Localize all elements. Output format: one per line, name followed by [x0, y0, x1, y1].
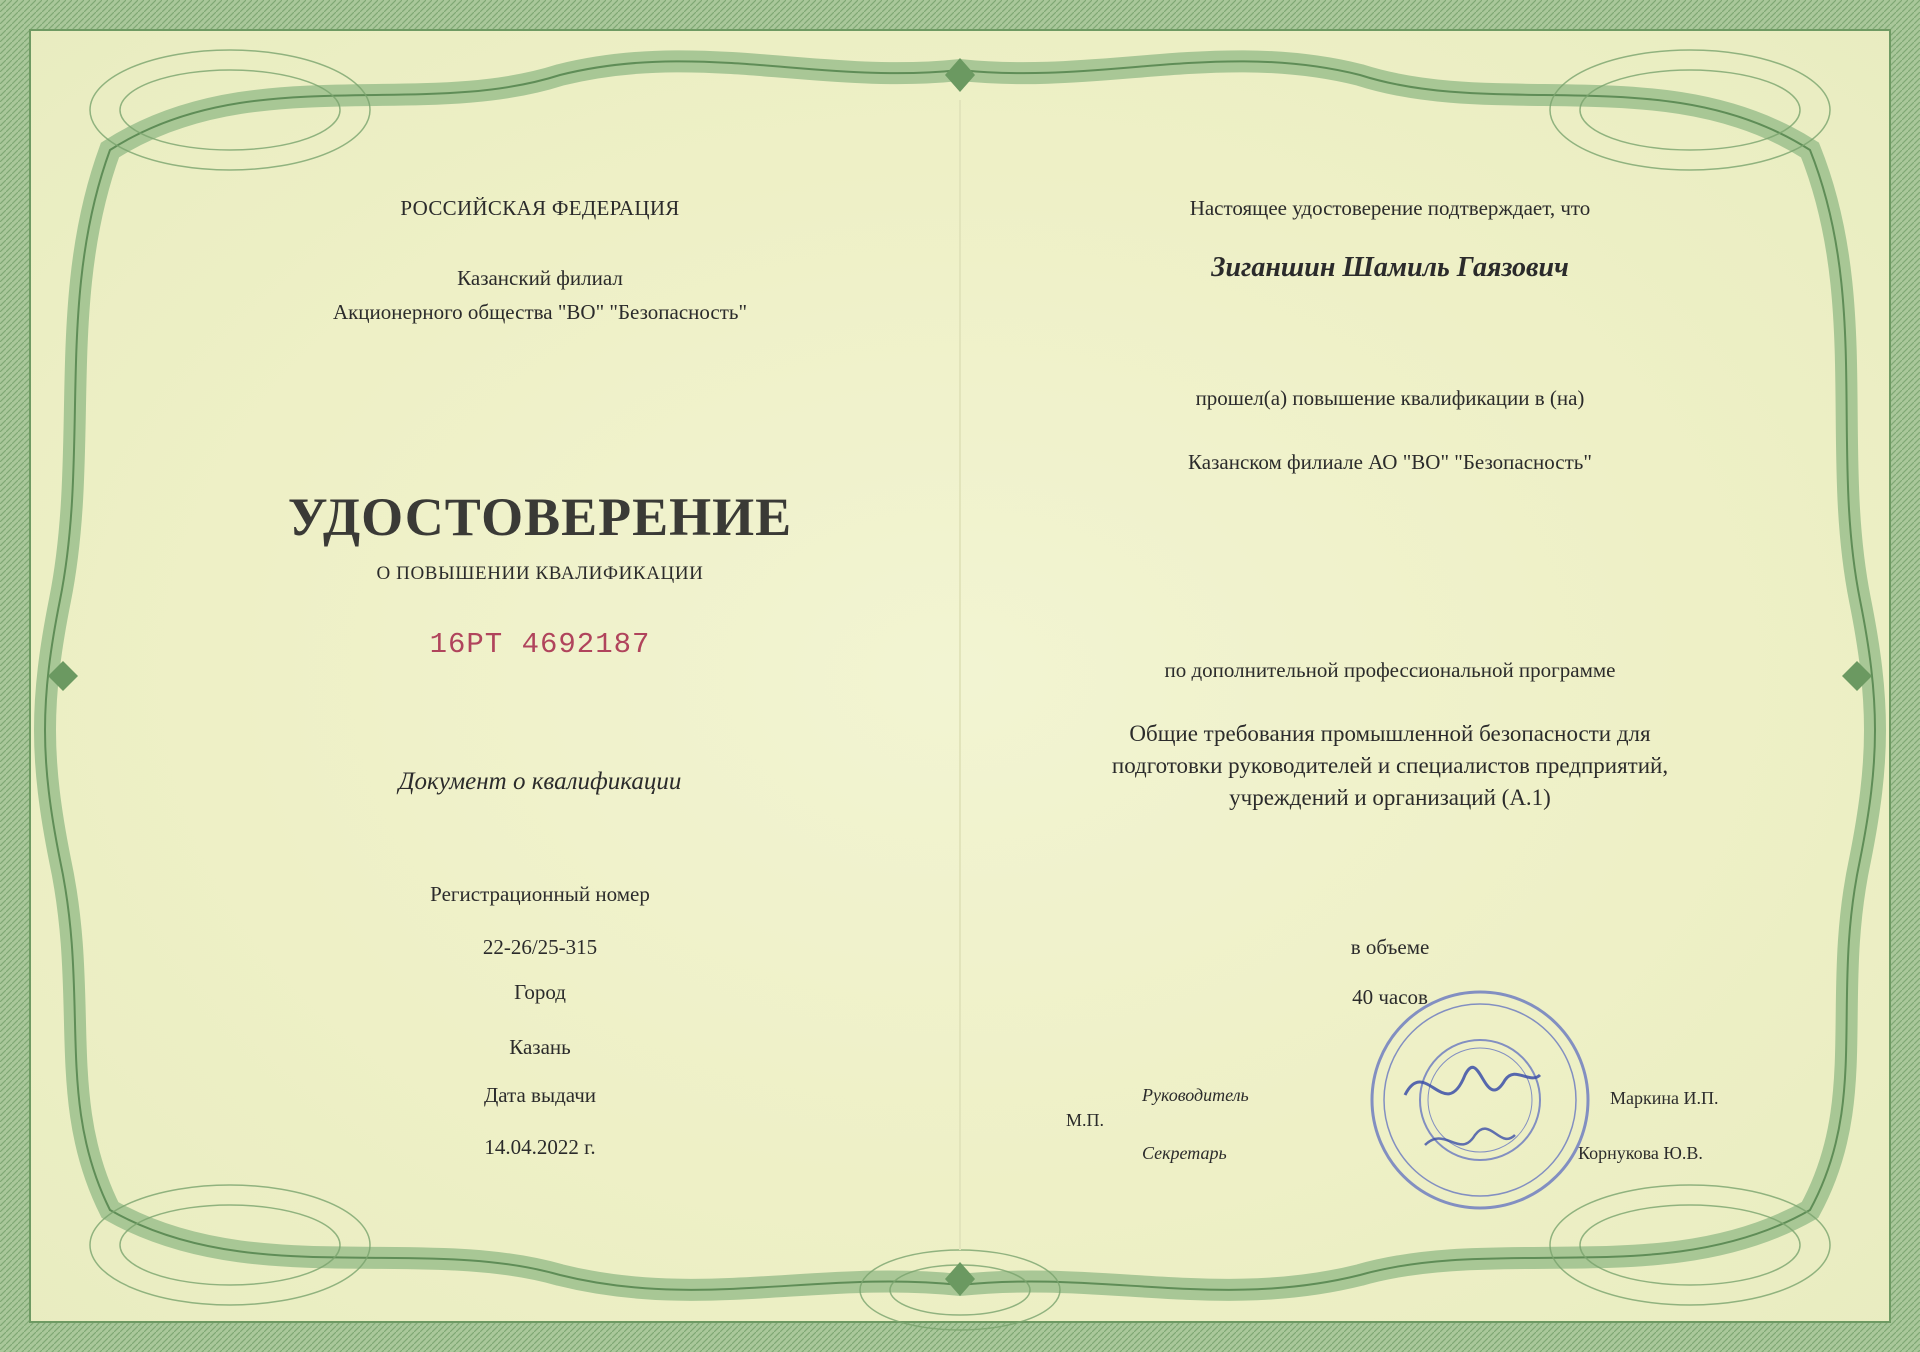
- issue-date-value: 14.04.2022 г.: [484, 1135, 596, 1159]
- holder-name: Зиганшин Шамиль Гаязович: [1211, 252, 1569, 283]
- official-stamp: [1365, 985, 1595, 1215]
- institution-name: Казанском филиале АО "ВО" "Безопасность": [1188, 450, 1592, 474]
- director-name: Маркина И.П.: [1610, 1088, 1719, 1108]
- city-label: Город: [514, 980, 566, 1004]
- left-page: [240, 0, 840, 1352]
- city-value: Казань: [509, 1035, 571, 1059]
- program-title-line-3: учреждений и организаций (А.1): [1229, 785, 1551, 810]
- issue-date-label: Дата выдачи: [483, 1083, 597, 1107]
- issuer-line-1: Казанский филиал: [457, 266, 623, 290]
- serial-number: 16РТ 4692187: [429, 628, 651, 661]
- seal-place-label: М.П.: [1066, 1110, 1105, 1130]
- director-signature: [1405, 1067, 1540, 1095]
- document-type: Документ о квалификации: [398, 768, 682, 795]
- program-label: по дополнительной профессиональной программе: [1164, 658, 1616, 682]
- country-heading: РОССИЙСКАЯ ФЕДЕРАЦИЯ: [400, 196, 680, 220]
- document-title: УДОСТОВЕРЕНИЕ: [287, 487, 793, 547]
- volume-value: 40 часов: [1352, 985, 1428, 1009]
- confirmation-text: Настоящее удостоверение подтверждает, что: [1189, 196, 1591, 220]
- program-title-line-2: подготовки руководителей и специалистов предприятий,: [1111, 753, 1669, 778]
- secretary-name: Корнукова Ю.В.: [1578, 1143, 1703, 1163]
- document-subtitle: О ПОВЫШЕНИИ КВАЛИФИКАЦИИ: [376, 563, 704, 584]
- completed-text: прошел(а) повышение квалификации в (на): [1195, 386, 1585, 410]
- program-title-line-1: Общие требования промышленной безопасности для: [1129, 721, 1651, 746]
- reg-number-label: Регистрационный номер: [430, 882, 650, 906]
- secretary-label: Секретарь: [1142, 1143, 1227, 1163]
- volume-label: в объеме: [1350, 935, 1430, 959]
- reg-number-value: 22-26/25-315: [482, 935, 598, 959]
- director-label: Руководитель: [1142, 1085, 1249, 1105]
- issuer-line-2: Акционерного общества "ВО" "Безопасность": [332, 300, 748, 324]
- program-title: [1010, 718, 1770, 814]
